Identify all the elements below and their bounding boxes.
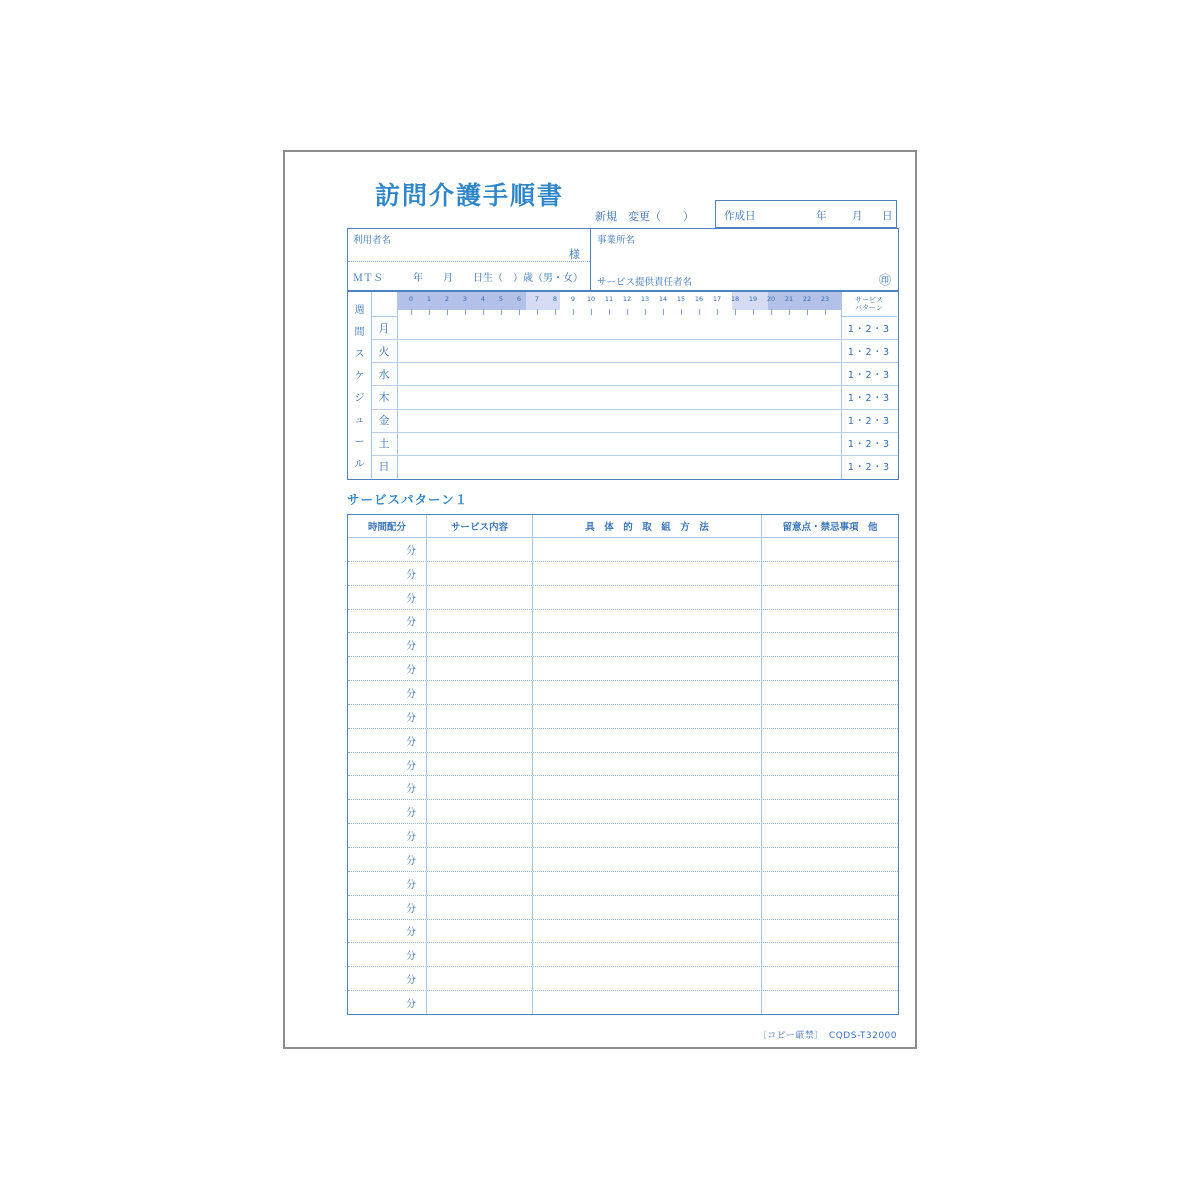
pattern-row [348,919,898,943]
notes-cell [762,538,898,561]
pattern-row [348,752,898,776]
pattern-row [348,656,898,680]
time-allocation-cell: 分 [348,824,427,847]
seal-mark-icon: ㊞ [878,273,891,287]
notes-cell [762,824,898,847]
notes-cell [762,705,898,728]
day-label: 金 [378,414,390,428]
hour-label: 23 [820,295,830,303]
day-row-divider [371,432,898,433]
method-cell [533,705,762,728]
notes-cell [762,991,898,1014]
day-row-divider [371,362,898,363]
pattern-row [348,609,898,633]
hour-label: 9 [570,295,576,303]
service-pattern-table [347,514,899,1015]
hour-label: 15 [676,295,686,303]
method-cell [533,943,762,966]
method-cell [533,657,762,680]
created-date-label: 作成日 [724,210,756,222]
hour-label: 6 [516,295,522,303]
hour-label: 0 [408,295,414,303]
hour-tick [681,309,682,315]
hour-label: 14 [658,295,668,303]
method-cell [533,920,762,943]
method-cell [533,967,762,990]
col-header-notes: 留意点・禁忌事項 他 [782,522,878,533]
created-day-label: 日 [882,210,893,222]
hour-tick [465,309,466,315]
time-allocation-cell: 分 [348,538,427,561]
service-content-cell [427,800,533,823]
pattern-row [348,775,898,799]
hour-label: 3 [462,295,468,303]
time-allocation-cell: 分 [348,610,427,633]
day-row-divider [371,409,898,410]
weekly-schedule-table [347,291,899,480]
pattern-table-header [348,515,898,538]
side-label-char: ケ [354,371,365,382]
service-pattern-header-line1: サービス [855,295,883,304]
method-cell [533,800,762,823]
col-header-service: サービス内容 [427,515,533,537]
notes-cell [762,562,898,585]
day-row-divider [371,339,898,340]
hour-label: 21 [784,295,794,303]
hour-label: 20 [766,295,776,303]
pattern-row [348,823,898,847]
time-allocation-cell: 分 [348,848,427,871]
method-cell [533,633,762,656]
col-header-method: 具 体 的 取 組 方 法 [533,515,762,537]
time-allocation-cell: 分 [348,800,427,823]
honorific-label: 様 [569,248,580,261]
service-content-cell [427,705,533,728]
method-cell [533,538,762,561]
side-label-char: ス [354,349,365,360]
pattern-choice: 1・2・3 [847,392,891,404]
hour-tick [411,309,412,315]
pattern-row [348,799,898,823]
service-content-cell [427,896,533,919]
schedule-side-label [348,292,371,479]
user-cell [348,229,591,290]
notes-cell [762,586,898,609]
day-row-divider [371,455,898,456]
hour-tick [807,309,808,315]
hour-tick [447,309,448,315]
notes-cell [762,967,898,990]
hour-label: 12 [622,295,632,303]
pattern-row [348,561,898,585]
service-content-cell [427,681,533,704]
time-allocation-cell: 分 [348,562,427,585]
service-content-cell [427,633,533,656]
hour-tick [753,309,754,315]
method-cell [533,776,762,799]
side-label-char: ー [354,437,365,448]
hour-label: 2 [444,295,450,303]
pattern-choice: 1・2・3 [847,416,891,428]
created-date-box [715,200,897,228]
pattern-row [348,680,898,704]
time-allocation-cell: 分 [348,681,427,704]
notes-cell [762,848,898,871]
col-header-time: 時間配分 [348,515,427,537]
hour-label: 5 [498,295,504,303]
method-cell [533,729,762,752]
service-manager-label: サービス提供責任者名 [597,277,693,288]
hour-tick [537,309,538,315]
created-year-label: 年 [816,210,827,222]
side-label-char: ュ [354,415,365,426]
hour-tick [555,309,556,315]
hour-tick [519,309,520,315]
time-allocation-cell: 分 [348,967,427,990]
hour-tick [609,309,610,315]
pattern-row [348,990,898,1014]
hour-label: 4 [480,295,486,303]
birthdate-line: ＭＴＳ 年 月 日生（ ）歳（男・女） [353,273,583,284]
day-label: 土 [378,437,390,451]
method-cell [533,848,762,871]
hour-tick [591,309,592,315]
user-info-table [347,228,899,291]
dotted-divider [348,261,590,262]
hour-tick [771,309,772,315]
hour-tick [735,309,736,315]
method-cell [533,586,762,609]
hour-tick [483,309,484,315]
form-title: 訪問介護手順書 [375,181,565,210]
time-allocation-cell: 分 [348,586,427,609]
time-allocation-cell: 分 [348,872,427,895]
time-allocation-cell: 分 [348,705,427,728]
pattern-row [348,895,898,919]
service-content-cell [427,610,533,633]
notes-cell [762,729,898,752]
user-name-label: 利用者名 [353,235,392,246]
day-label: 火 [378,344,390,358]
office-cell [591,229,898,290]
hour-tick [645,309,646,315]
pattern-row [348,847,898,871]
hour-tick [573,309,574,315]
notes-cell [762,943,898,966]
time-allocation-cell: 分 [348,657,427,680]
hour-label: 18 [730,295,740,303]
service-content-cell [427,967,533,990]
notes-cell [762,920,898,943]
pattern-row [348,585,898,609]
notes-cell [762,872,898,895]
time-allocation-cell: 分 [348,920,427,943]
service-content-cell [427,562,533,585]
hour-tick [717,309,718,315]
time-allocation-cell: 分 [348,776,427,799]
hour-tick [501,309,502,315]
service-pattern-title: サービスパターン１ [347,492,469,507]
method-cell [533,824,762,847]
notes-cell [762,610,898,633]
pattern-row [348,538,898,561]
service-content-cell [427,991,533,1014]
created-month-label: 月 [852,210,863,222]
hour-tick [429,309,430,315]
footer-code: 〔コピー厳禁〕 CQDS-T32000 [757,1031,897,1041]
time-allocation-cell: 分 [348,943,427,966]
service-content-cell [427,872,533,895]
day-label: 木 [378,390,390,404]
hour-label: 13 [640,295,650,303]
pattern-choice: 1・2・3 [847,323,891,335]
notes-cell [762,776,898,799]
notes-cell [762,657,898,680]
notes-cell [762,896,898,919]
service-content-cell [427,586,533,609]
pattern-row [348,728,898,752]
service-content-cell [427,776,533,799]
service-content-cell [427,729,533,752]
time-allocation-cell: 分 [348,991,427,1014]
service-content-cell [427,943,533,966]
hour-label: 22 [802,295,812,303]
service-content-cell [427,538,533,561]
service-content-cell [427,920,533,943]
pattern-row [348,704,898,728]
method-cell [533,610,762,633]
time-allocation-cell: 分 [348,896,427,919]
day-label: 水 [378,367,390,381]
hour-label: 1 [426,295,432,303]
hour-label: 8 [552,295,558,303]
notes-cell [762,800,898,823]
day-label: 月 [378,321,390,335]
hour-tick [663,309,664,315]
hour-shade-band [397,292,526,310]
time-allocation-cell: 分 [348,633,427,656]
notes-cell [762,633,898,656]
pattern-row [348,632,898,656]
side-label-char: ル [354,459,365,470]
hour-label: 19 [748,295,758,303]
service-content-cell [427,848,533,871]
hour-scale [397,292,841,316]
method-cell [533,562,762,585]
time-allocation-cell: 分 [348,753,427,776]
pattern-row [348,966,898,990]
method-cell [533,681,762,704]
method-cell [533,991,762,1014]
day-row-divider [371,385,898,386]
day-label: 日 [378,460,390,474]
method-cell [533,896,762,919]
pattern-row [348,871,898,895]
pattern-rows [348,538,898,1014]
hour-tick [789,309,790,315]
office-name-label: 事業所名 [597,235,636,246]
pattern-choice: 1・2・3 [847,346,891,358]
service-pattern-header [841,292,897,316]
pattern-row [348,942,898,966]
method-cell [533,753,762,776]
hour-label: 16 [694,295,704,303]
pattern-choice: 1・2・3 [847,369,891,381]
hour-label: 11 [604,295,614,303]
time-allocation-cell: 分 [348,729,427,752]
form-page [283,150,917,1049]
hour-label: 7 [534,295,540,303]
service-content-cell [427,657,533,680]
pattern-choice: 1・2・3 [847,439,891,451]
hour-tick [825,309,826,315]
side-label-char: 間 [354,327,365,338]
method-cell [533,872,762,895]
pattern-choice: 1・2・3 [847,462,891,474]
hour-tick [627,309,628,315]
service-pattern-header-line2: パターン [855,304,883,312]
hour-tick [699,309,700,315]
service-content-cell [427,753,533,776]
notes-cell [762,753,898,776]
side-label-char: ジ [354,393,365,404]
hour-label: 17 [712,295,722,303]
side-label-char: 週 [354,305,365,316]
notes-cell [762,681,898,704]
hour-label: 10 [586,295,596,303]
revision-field: 新規 変更（ ） [595,210,694,223]
service-content-cell [427,824,533,847]
